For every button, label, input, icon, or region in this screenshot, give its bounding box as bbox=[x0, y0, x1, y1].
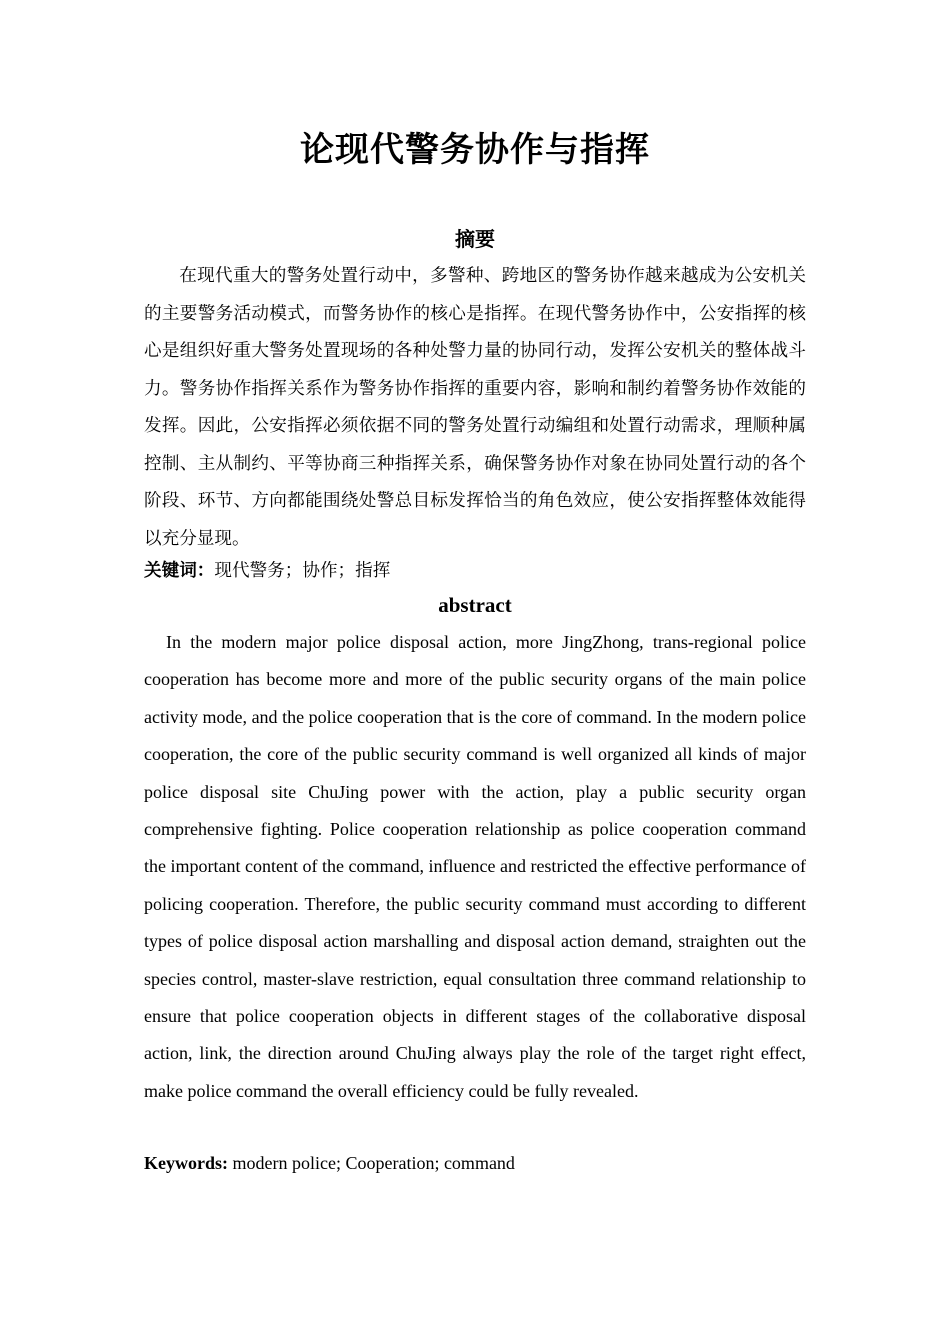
cn-abstract-body: 在现代重大的警务处置行动中，多警种、跨地区的警务协作越来越成为公安机关的主要警务活动模式，而警务协作的核心是指挥。在现代警务协作中，公安指挥的核心是组织好重大警务处置现场的各种处警力量的协同行动，发挥公安机关的整体战斗力。警务协作指挥关系作为警务协作指挥的重要内容，影响和制约着警务协作效能的发挥。因此，公安指挥必须依据不同的警务处置行动编组和处置行动需求，理顺种属控制、主从制约、平等协商三种指挥关系，确保警务协作对象在协同处置行动的各个阶段、环节、方向都能围绕处警总目标发挥恰当的角色效应，使公安指挥整体效能得以充分显现。 bbox=[144, 266, 806, 549]
cn-keywords-line bbox=[144, 556, 806, 586]
en-keywords-value: modern police; Cooperation; command bbox=[228, 1153, 515, 1173]
document-title: 论现代警务协作与指挥 bbox=[300, 130, 650, 170]
cn-keywords-label: 关键词： bbox=[144, 561, 215, 581]
en-abstract-body: In the modern major police disposal action, more JingZhong, trans-regional police cooperation has become more and more of the public security organs of the main police activity mode, and the police cooperation that is the core of command. In the modern police cooperation, the core of the public security command is well organized all kinds of major police disposal site ChuJing power with the action, play a public security organ comprehensive fighting. Police cooperation relationship as police cooperation command the important content of the command, influence and restricted the effective performance of policing cooperation. Therefore, the public security command must according to different types of police disposal action marshalling and disposal action demand, straighten out the species control, master-slave restriction, equal consultation three command relationship to ensure that police cooperation objects in different stages of the collaborative disposal action, link, the direction around ChuJing always play the role of the target right effect, make police command the overall efficiency could be fully revealed. bbox=[144, 632, 806, 1101]
en-abstract-heading: abstract bbox=[438, 593, 512, 617]
en-keywords-label: Keywords: bbox=[144, 1153, 228, 1173]
en-keywords-line bbox=[144, 1148, 806, 1178]
cn-abstract-heading: 摘要 bbox=[455, 227, 495, 251]
cn-keywords-value: 现代警务；协作；指挥 bbox=[214, 561, 391, 581]
